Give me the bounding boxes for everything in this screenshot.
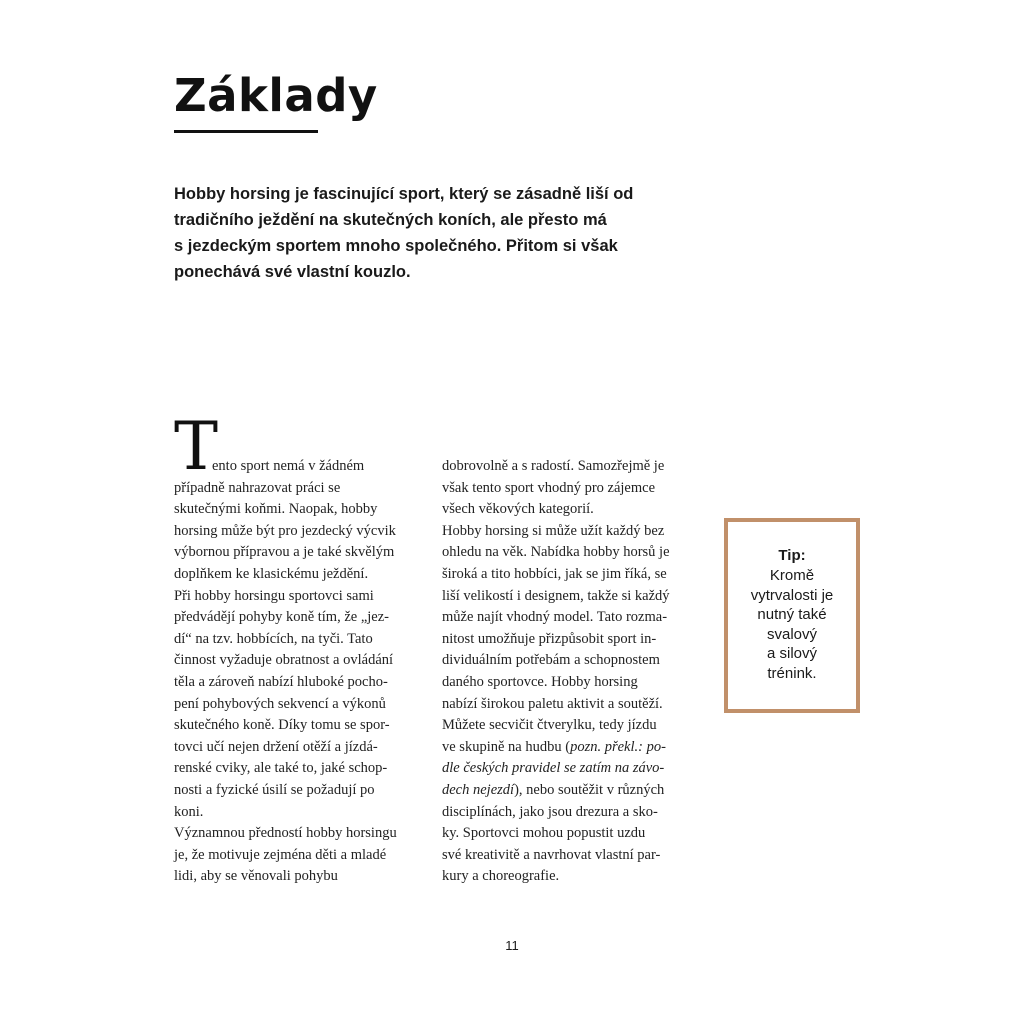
intro-line: s jezdeckým sportem mnoho společného. Přitom si však [174, 237, 618, 255]
page-title: Základy [174, 69, 378, 122]
body-line: dobrovolně a s radostí. Samozřejmě je [442, 458, 665, 474]
body-line: ento sport nemá v žádném [212, 458, 365, 474]
body-line: daného sportovce. Hobby horsing [442, 673, 638, 690]
translator-note: dech nejezdí [442, 781, 515, 798]
intro-line: ponechává své vlastní kouzlo. [174, 263, 411, 281]
title-underline [174, 130, 318, 133]
body-column-left [174, 456, 436, 888]
tip-line: trénink. [767, 664, 817, 682]
body-line: široká a tito hobbíci, jak se jim říká, se [442, 565, 667, 582]
body-line: činnost vyžaduje obratnost a ovládání [174, 652, 394, 669]
intro-line: tradičního ježdění na skutečných koních, ale přesto má [174, 211, 607, 229]
body-line [442, 780, 704, 802]
body-line: může najít vhodný model. Tato rozma- [442, 609, 668, 626]
tip-line: nutný také [757, 606, 827, 623]
body-column-right [442, 456, 704, 888]
body-line: dí“ na tzv. hobbících, na tyči. Tato [174, 630, 373, 647]
body-line [442, 758, 704, 780]
body-line: nosti a fyzické úsilí se požadují po [174, 781, 375, 798]
body-line [442, 737, 704, 759]
body-line: horsing může být pro jezdecký výcvik [174, 522, 396, 539]
intro-line: Hobby horsing je fascinující sport, který se zásadně liší od [174, 185, 634, 203]
body-line: skutečného koně. Díky tomu se spor- [174, 717, 390, 734]
body-line: ky. Sportovci mohou popustit uzdu [442, 825, 646, 842]
body-line: koni. [174, 803, 204, 820]
body-line: doplňkem ke klasickému ježdění. [174, 565, 369, 582]
body-line: liší velikostí i designem, takže si každý [442, 587, 670, 604]
body-line: předvádějí pohyby koně tím, že „jez- [174, 609, 390, 626]
tip-line: Kromě [769, 567, 815, 584]
body-line: renské cviky, ale také to, jaké schop- [174, 760, 388, 777]
body-line: skutečnými koňmi. Naopak, hobby [174, 501, 378, 518]
body-line: ohledu na věk. Nabídka hobby horsů je [442, 544, 670, 561]
body-text: ), nebo soutěžit v různých [514, 781, 665, 798]
body-line: tovci učí nejen držení otěží a jízdá- [174, 738, 378, 755]
tip-line: a silový [766, 645, 818, 662]
body-line: všech věkových kategorií. [442, 501, 594, 518]
tip-title: Tip: [778, 547, 806, 564]
translator-note: dle českých pravidel se zatím na závo- [442, 760, 665, 777]
body-line: pení pohybových sekvencí a výkonů [174, 695, 386, 712]
body-line: případně nahrazovat práci se [174, 479, 341, 496]
translator-note: pozn. překl.: po- [570, 738, 666, 755]
body-line: Významnou předností hobby horsingu [174, 825, 397, 842]
body-line: výbornou přípravou a je také skvělým [174, 544, 395, 561]
body-line: je, že motivuje zejména děti a mladé [174, 846, 387, 863]
page-number: 11 [505, 938, 519, 953]
body-line: dividuálním potřebám a schopnostem [442, 652, 660, 669]
body-line: disciplínách, jako jsou drezura a sko- [442, 803, 658, 820]
body-text: ve skupině na hudbu ( [442, 738, 571, 755]
intro-paragraph [174, 181, 654, 285]
body-line: své kreativitě a navrhovat vlastní par- [442, 846, 661, 863]
tip-line: vytrvalosti je [750, 586, 834, 604]
body-line: Hobby horsing si může užít každý bez [442, 522, 665, 539]
tip-box [724, 518, 860, 713]
body-line: kury a choreografie. [442, 868, 560, 885]
tip-line: svalový [766, 625, 818, 643]
body-line: nitost umožňuje přizpůsobit sport in- [442, 630, 657, 647]
body-line: Můžete secvičit čtverylku, tedy jízdu [442, 717, 657, 734]
body-line: těla a zároveň nabízí hluboké pocho- [174, 673, 388, 690]
body-line: lidi, aby se věnovali pohybu [174, 868, 338, 885]
body-line: Při hobby horsingu sportovci sami [174, 587, 374, 604]
body-line: nabízí širokou paletu aktivit a soutěží. [442, 695, 663, 712]
drop-cap: T [174, 408, 219, 485]
body-line: však tento sport vhodný pro zájemce [442, 479, 656, 496]
